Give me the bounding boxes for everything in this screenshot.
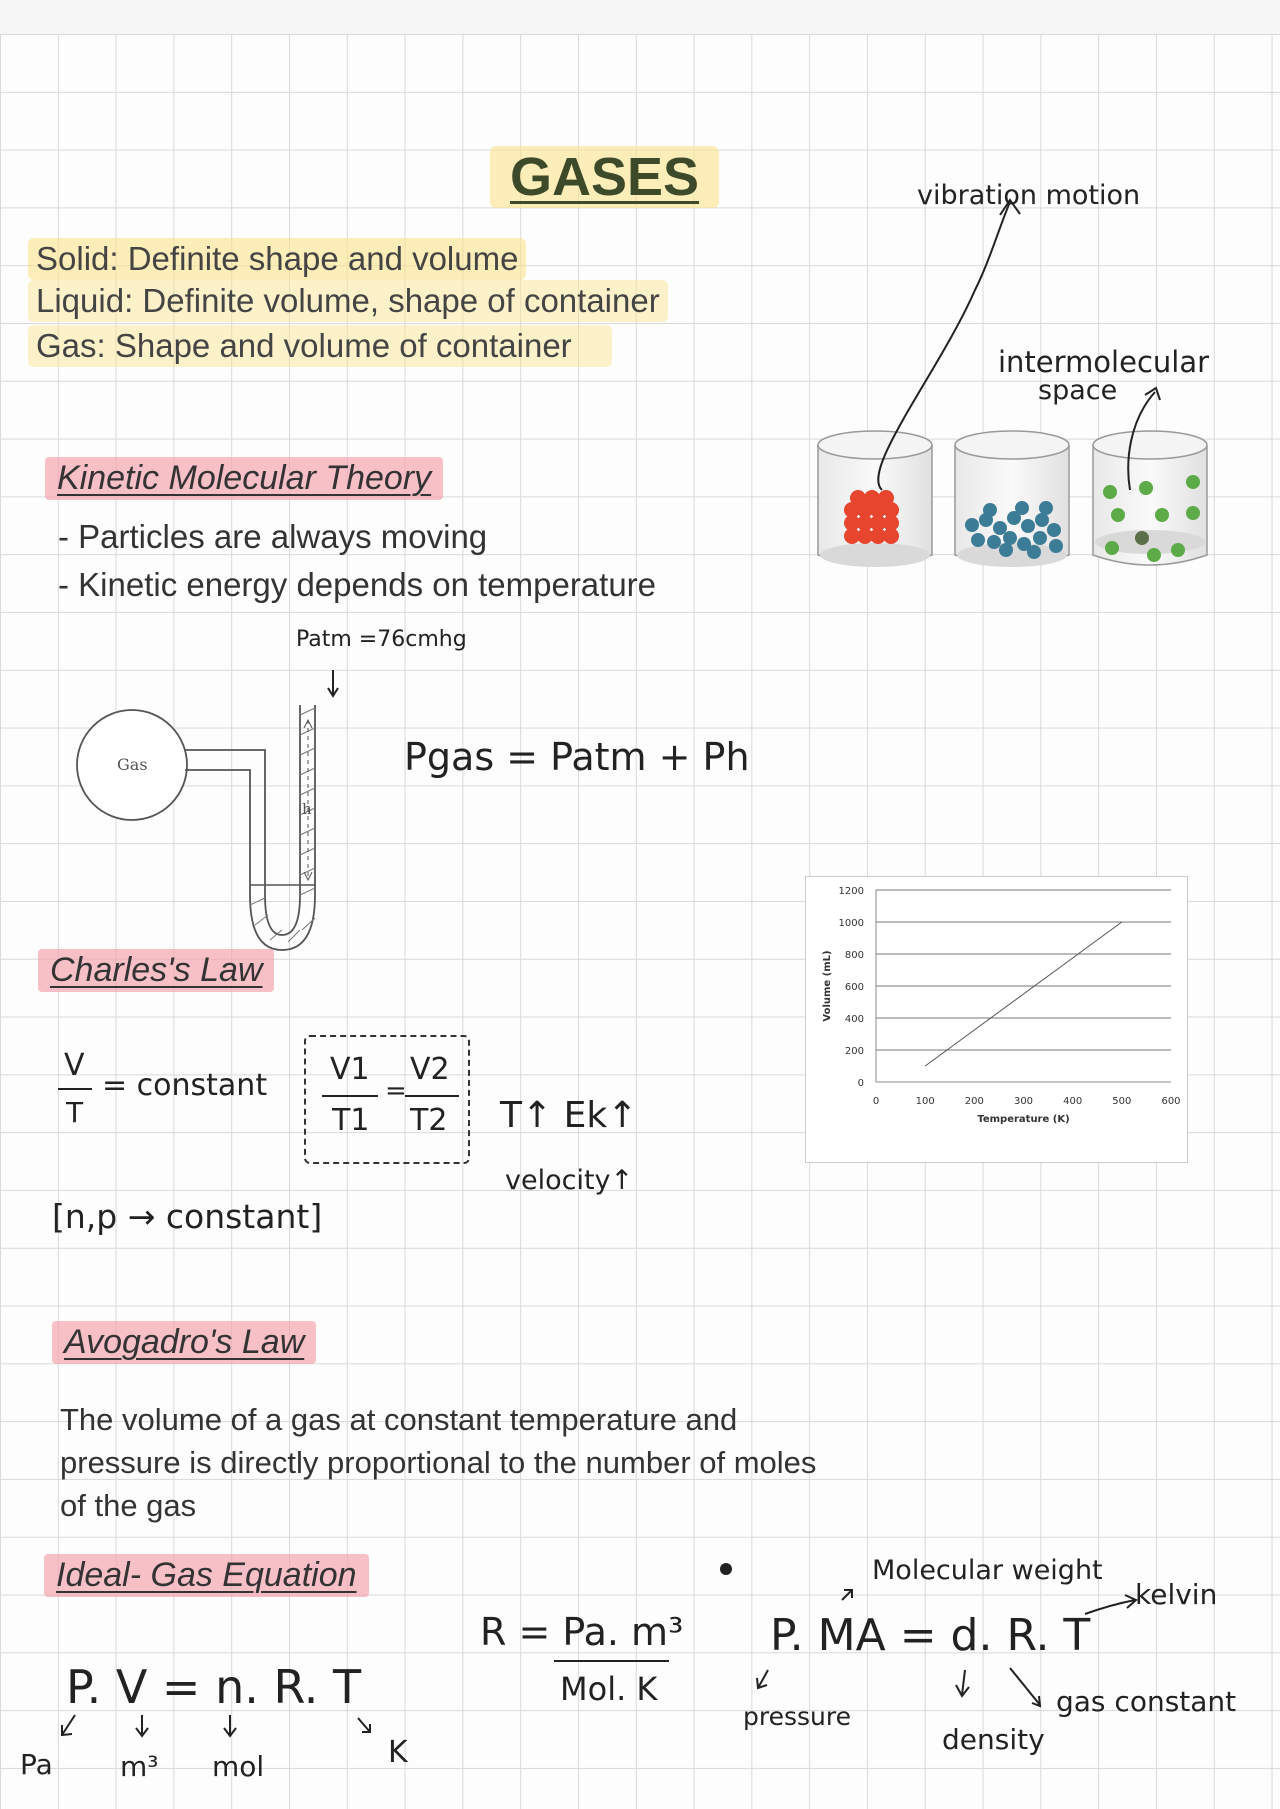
y-tick-label: 200 bbox=[844, 1046, 864, 1057]
page-title: GASES bbox=[490, 146, 719, 208]
charles-t2: T2 bbox=[410, 1103, 448, 1138]
charles-eq: = bbox=[385, 1076, 407, 1106]
label-space: space bbox=[1038, 375, 1118, 406]
x-tick-label: 0 bbox=[872, 1096, 880, 1107]
velocity-up: velocity↑ bbox=[505, 1165, 634, 1196]
y-tick-label: 800 bbox=[844, 950, 864, 961]
ideal-gas-equation: P. V = n. R. T bbox=[66, 1660, 362, 1714]
unit-mol: mol bbox=[212, 1750, 265, 1783]
label-density: density bbox=[942, 1723, 1045, 1756]
r-denominator: Mol. K bbox=[560, 1670, 658, 1708]
charles-t1: T1 bbox=[332, 1103, 370, 1138]
y-tick-label: 1200 bbox=[838, 886, 864, 897]
unit-k: K bbox=[388, 1735, 408, 1770]
ratio-numerator: V bbox=[64, 1048, 85, 1083]
x-tick-label: 300 bbox=[1013, 1096, 1034, 1107]
y-tick-label: 600 bbox=[844, 982, 864, 993]
r-numerator: R = Pa. m³ bbox=[480, 1610, 684, 1654]
label-pressure: pressure bbox=[743, 1702, 851, 1731]
x-axis-label: Temperature (K) bbox=[977, 1114, 1070, 1125]
label-molecular-weight: Molecular weight bbox=[872, 1555, 1103, 1586]
x-tick-label: 100 bbox=[915, 1096, 935, 1107]
label-gas-constant: gas constant bbox=[1056, 1685, 1237, 1718]
x-tick-label: 400 bbox=[1063, 1096, 1083, 1107]
state-liquid: Liquid: Definite volume, shape of container bbox=[28, 280, 668, 322]
constant-note: [n,p → constant] bbox=[52, 1197, 323, 1236]
top-margin bbox=[0, 0, 1280, 34]
charles-v1: V1 bbox=[330, 1052, 370, 1087]
patm-label: Patm =76cmhg bbox=[296, 627, 467, 652]
y-axis-label: Volume (mL) bbox=[822, 950, 833, 1022]
charles-heading: Charles's Law bbox=[38, 949, 274, 992]
ratio-rhs: = constant bbox=[102, 1068, 268, 1103]
state-gas: Gas: Shape and volume of container bbox=[28, 325, 612, 367]
manometer-diagram bbox=[70, 650, 370, 970]
x-tick-label: 200 bbox=[964, 1096, 984, 1107]
data-line bbox=[925, 922, 1122, 1066]
kinetic-point-2: - Kinetic energy depends on temperature bbox=[58, 566, 657, 603]
manometer-gas-label: Gas bbox=[117, 755, 148, 774]
bullet-dot bbox=[720, 1563, 732, 1575]
charles-v2: V2 bbox=[410, 1052, 450, 1087]
y-tick-label: 0 bbox=[857, 1078, 864, 1089]
state-solid: Solid: Definite shape and volume bbox=[28, 238, 526, 280]
unit-pa: Pa bbox=[20, 1748, 53, 1781]
label-vibration-motion: vibration motion bbox=[917, 180, 1141, 211]
y-tick-label: 1000 bbox=[838, 918, 864, 929]
charles-bar-2 bbox=[405, 1095, 459, 1097]
volume-temperature-chart bbox=[805, 876, 1188, 1163]
unit-m3: m³ bbox=[120, 1750, 159, 1783]
chart-svg bbox=[806, 877, 1187, 1162]
label-kelvin: kelvin bbox=[1135, 1578, 1218, 1611]
t-ek-up: T↑ Ek↑ bbox=[500, 1095, 638, 1136]
molar-mass-equation: P. MA = d. R. T bbox=[770, 1610, 1091, 1661]
kinetic-point-1: - Particles are always moving bbox=[58, 518, 488, 555]
ratio-denominator: T bbox=[66, 1096, 84, 1129]
molar-mass-arrows bbox=[740, 1570, 1160, 1730]
y-tick-label: 400 bbox=[844, 1014, 864, 1025]
x-tick-label: 500 bbox=[1112, 1096, 1132, 1107]
particles-figure bbox=[800, 170, 1220, 610]
kinetic-heading: Kinetic Molecular Theory bbox=[45, 457, 443, 500]
charles-bar-1 bbox=[322, 1095, 378, 1097]
ratio-bar bbox=[58, 1088, 92, 1090]
r-fraction-bar bbox=[554, 1660, 669, 1662]
avogadro-line-3: of the gas bbox=[60, 1488, 197, 1523]
avogadro-heading: Avogadro's Law bbox=[52, 1321, 316, 1364]
label-intermolecular: intermolecular bbox=[998, 345, 1210, 379]
avogadro-line-2: pressure is directly proportional to the number of moles bbox=[60, 1445, 817, 1480]
manometer-h-label: h bbox=[302, 800, 312, 818]
x-tick-label: 600 bbox=[1161, 1096, 1181, 1107]
ideal-gas-heading: Ideal- Gas Equation bbox=[44, 1554, 369, 1597]
avogadro-text bbox=[60, 1398, 816, 1527]
ideal-gas-arrows bbox=[50, 1710, 410, 1750]
pgas-equation: Pgas = Patm + Ph bbox=[404, 735, 750, 779]
avogadro-line-1: The volume of a gas at constant temperature and bbox=[60, 1402, 738, 1437]
